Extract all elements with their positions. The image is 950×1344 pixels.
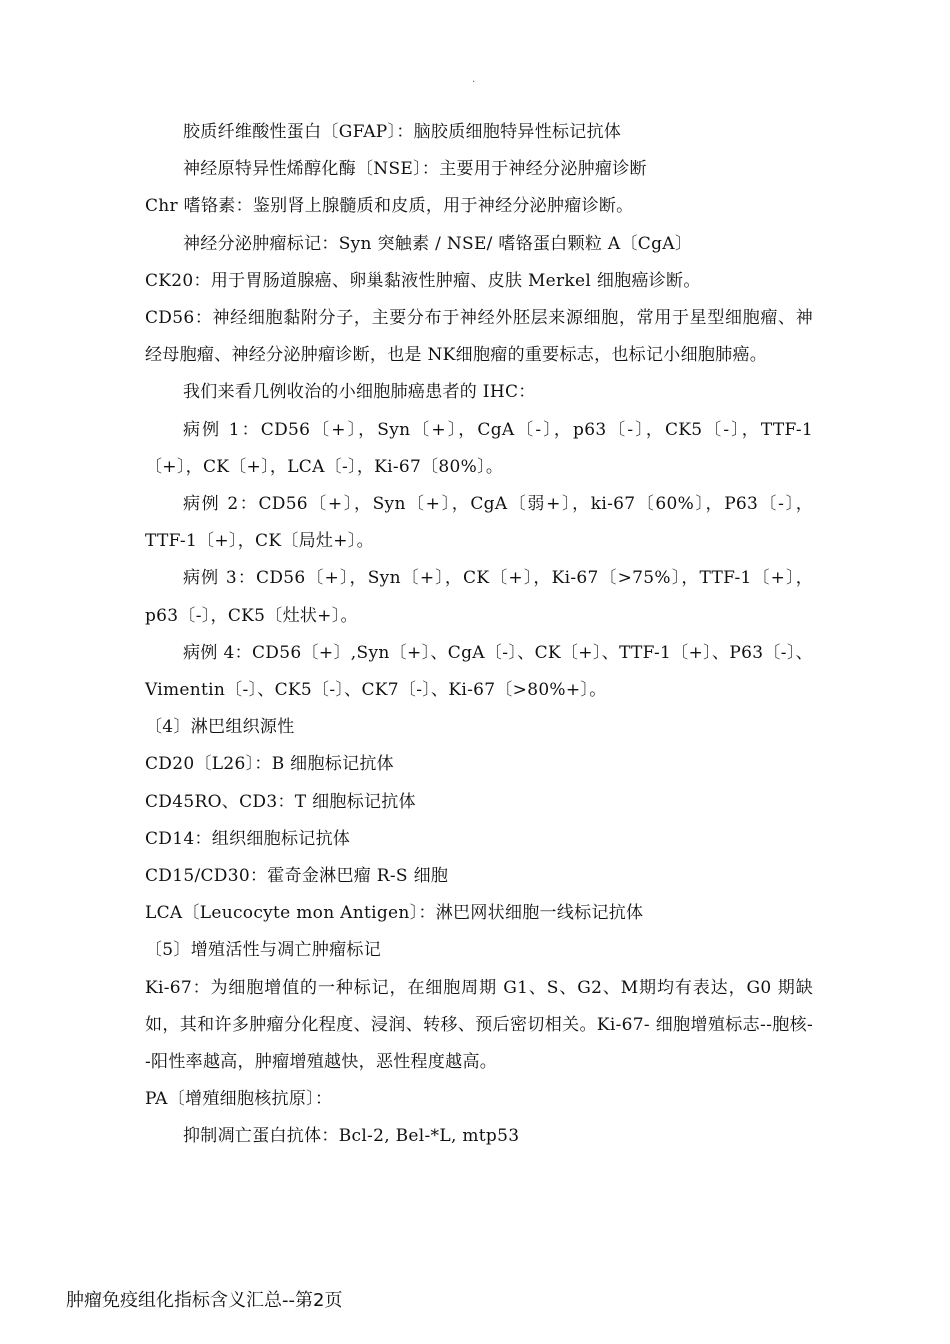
paragraph-case-1: 病例 1：CD56〔+〕，Syn〔+〕，CgA〔-〕，p63〔-〕，CK5〔-〕，TTF-1〔+〕，CK〔+〕，LCA〔-〕，Ki-67〔80%〕。 [145, 419, 813, 477]
paragraph-case-2: 病例 2：CD56〔+〕，Syn〔+〕，CgA〔弱+〕，ki-67〔60%〕，P63〔-〕，TTF-1〔+〕，CK〔局灶+〕。 [145, 494, 813, 552]
paragraph-ck20: CK20：用于胃肠道腺癌、卵巢黏液性肿瘤、皮肤 Merkel 细胞癌诊断。 [145, 270, 701, 291]
paragraph-cd14: CD14：组织细胞标记抗体 [145, 828, 351, 849]
paragraph-case-4: 病例 4：CD56〔+〕,Syn〔+〕、CgA〔-〕、CK〔+〕、TTF-1〔+〕、P63〔-〕、Vimentin〔-〕、CK5〔-〕、CK7〔-〕、Ki-67〔>80%+〕。 [145, 642, 813, 701]
section-heading-lymphoid: 〔4〕淋巴组织源性 [145, 717, 295, 738]
document-body [145, 114, 813, 1156]
paragraph-case-intro: 我们来看几例收治的小细胞肺癌患者的 IHC： [183, 382, 536, 403]
paragraph-gfap: 胶质纤维酸性蛋白〔GFAP〕：脑胶质细胞特异性标记抗体 [183, 122, 622, 142]
paragraph-pcna: PA〔增殖细胞核抗原〕： [145, 1089, 333, 1110]
paragraph-cd45ro: CD45RO、CD3：T 细胞标记抗体 [145, 791, 416, 812]
paragraph-cd20: CD20〔L26〕：B 细胞标记抗体 [145, 754, 394, 775]
paragraph-apoptosis-inhibitors: 抑制凋亡蛋白抗体：Bcl-2, Bel-*L, mtp53 [183, 1126, 520, 1147]
paragraph-cd15-cd30: CD15/CD30：霍奇金淋巴瘤 R-S 细胞 [145, 866, 449, 887]
paragraph-neuroendocrine-markers: 神经分泌肿瘤标记：Syn 突触素 / NSE/ 嗜铬蛋白颗粒 A〔CgA〕 [183, 233, 693, 254]
paragraph-nse: 神经原特异性烯醇化酶〔NSE〕：主要用于神经分泌肿瘤诊断 [183, 159, 647, 180]
paragraph-cd56: CD56：神经细胞黏附分子，主要分布于神经外胚层来源细胞，常用于星型细胞瘤、神经母胞瘤、神经分泌肿瘤诊断，也是 NK细胞瘤的重要标志，也标记小细胞肺癌。 [145, 308, 813, 366]
paragraph-case-3: 病例 3：CD56〔+〕，Syn〔+〕，CK〔+〕，Ki-67〔>75%〕，TTF-1〔+〕，p63〔-〕，CK5〔灶状+〕。 [145, 568, 813, 626]
page-footer: 肿瘤免疫组化指标含义汇总--第2页 [66, 1290, 343, 1311]
paragraph-ki67: Ki-67：为细胞增值的一种标记，在细胞周期 G1、S、G2、M期均有表达，G0 期缺如，其和许多肿瘤分化程度、浸润、转移、预后密切相关。Ki-67- 细胞增殖标志--胞核--阳性率越高，肿瘤增殖越快，恶性程度越高。 [145, 977, 813, 1073]
section-heading-proliferation: 〔5〕增殖活性与凋亡肿瘤标记 [145, 940, 382, 961]
paragraph-chr: Chr 嗜铬素：鉴别肾上腺髓质和皮质，用于神经分泌肿瘤诊断。 [145, 196, 634, 217]
paragraph-lca: LCA〔Leucocyte mon Antigen〕：淋巴网状细胞一线标记抗体 [145, 903, 644, 924]
header-mark: . [472, 74, 476, 85]
